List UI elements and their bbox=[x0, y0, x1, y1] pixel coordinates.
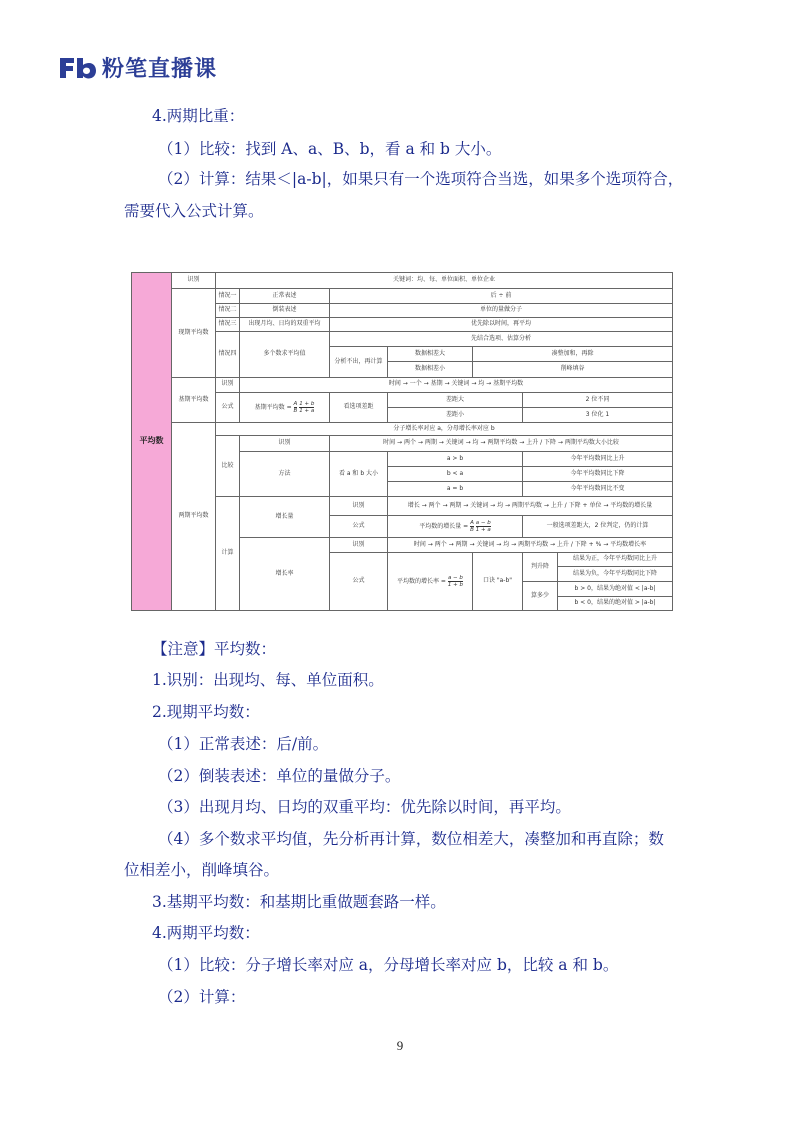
fraction bbox=[299, 401, 314, 414]
table-cell: 今年平均数同比不变 bbox=[523, 482, 673, 497]
table-cell: b < a bbox=[388, 466, 523, 481]
table-cell: 看 a 和 b 大小 bbox=[330, 451, 388, 497]
table-cell: 削峰填谷 bbox=[473, 362, 673, 377]
table-cell: 识别 bbox=[216, 377, 240, 392]
denominator: 1 + a bbox=[299, 408, 315, 415]
numerator: A bbox=[470, 519, 474, 526]
paragraph-line: （1）正常表述：后/前。 bbox=[158, 735, 329, 753]
formula-cell bbox=[388, 553, 473, 611]
table-cell: 情况二 bbox=[216, 303, 240, 317]
table-cell: 分析不出，再计算 bbox=[330, 347, 388, 378]
note-title: 【注意】平均数： bbox=[152, 640, 277, 658]
table-cell: 时间 → 两个 → 两期 → 关键词 → 均 → 两期平均数 → 上升 / 下降 + % → 平均数增长率 bbox=[388, 537, 673, 552]
paragraph-line: 2.现期平均数： bbox=[152, 703, 260, 721]
table-cell: 关键词：均、每、单位面积、单位企业 bbox=[216, 273, 673, 289]
fraction bbox=[476, 520, 491, 533]
table-cell: 判升降 bbox=[523, 553, 558, 582]
table-cell: 增长 → 两个 → 两期 → 关键词 → 均 → 两期平均数 → 上升 / 下降 + 单位 → 平均数的增长量 bbox=[388, 497, 673, 516]
table-cell: 倒装表述 bbox=[240, 303, 330, 317]
paragraph-line: （1）比较：分子增长率对应 a，分母增长率对应 b，比较 a 和 b。 bbox=[158, 956, 619, 974]
table-cell: 出现月均、日均的双重平均 bbox=[240, 317, 330, 331]
table-cell: 正常表述 bbox=[240, 289, 330, 303]
table-cell: 优先除以时间，再平均 bbox=[330, 317, 673, 331]
table-cell: 时间 → 两个 → 两期 → 关键词 → 均 → 两期平均数 → 上升 / 下降 → 两期平均数大小比较 bbox=[330, 436, 673, 451]
denominator: 1 + a bbox=[475, 526, 491, 533]
paragraph-line: （2）计算： bbox=[158, 988, 246, 1006]
group-label: 现期平均数 bbox=[172, 289, 216, 377]
paragraph-line: （2）计算：结果＜|a-b|，如果只有一个选项符合当选，如果多个选项符合， bbox=[158, 170, 684, 188]
table-cell: 今年平均数同比上升 bbox=[523, 451, 673, 466]
table-cell: 3 位化 1 bbox=[523, 408, 673, 423]
formula-cell bbox=[388, 515, 523, 537]
table-cell: 差距大 bbox=[388, 392, 523, 407]
table-cell: 公式 bbox=[216, 392, 240, 423]
page-number: 9 bbox=[396, 1038, 404, 1053]
table-cell: 凑整加和，再除 bbox=[473, 347, 673, 362]
table-cell: 结果为负，今年平均数同比下降 bbox=[558, 567, 673, 582]
formula-text: 平均数的增长量 = bbox=[419, 522, 469, 530]
paragraph-line: 需要代入公式计算。 bbox=[124, 202, 264, 220]
section-heading: 4.两期比重： bbox=[152, 107, 245, 125]
table-cell: 后 ÷ 前 bbox=[330, 289, 673, 303]
table-cell: 比较 bbox=[216, 436, 240, 497]
numerator: a − b bbox=[475, 519, 491, 526]
row-label: 识别 bbox=[172, 273, 216, 289]
table-cell: 情况一 bbox=[216, 289, 240, 303]
table-cell: 结果为正，今年平均数同比上升 bbox=[558, 553, 673, 567]
formula-cell bbox=[240, 392, 330, 423]
summary-table bbox=[131, 272, 672, 611]
paragraph-line: （4）多个数求平均值，先分析再计算，数位相差大，凑整加和再直除；数 bbox=[158, 830, 664, 848]
fb-logo-icon bbox=[58, 54, 98, 80]
table-cell: 识别 bbox=[330, 497, 388, 516]
denominator: B bbox=[293, 408, 298, 415]
paragraph-line: 1.识别：出现均、每、单位面积。 bbox=[152, 671, 384, 689]
topic-cell: 平均数 bbox=[132, 273, 172, 611]
table-cell: a > b bbox=[388, 451, 523, 466]
group-label: 基期平均数 bbox=[172, 377, 216, 423]
table-cell: 一般选项差距大，2 位判定，仍的计算 bbox=[523, 515, 673, 537]
fraction bbox=[448, 575, 463, 588]
formula-text: 平均数的增长率 = bbox=[397, 578, 446, 585]
paragraph-line: （2）倒装表述：单位的量做分子。 bbox=[158, 767, 401, 785]
brand-name: 粉笔直播课 bbox=[102, 56, 218, 82]
table-cell: b < 0，结果的绝对值 > |a-b| bbox=[558, 596, 673, 610]
table-cell: 今年平均数同比下降 bbox=[523, 466, 673, 481]
table-cell: 时间 → 一个 → 基期 → 关键词 → 均 → 基期平均数 bbox=[240, 377, 673, 392]
table-cell: 增长量 bbox=[240, 497, 330, 537]
table-cell: 公式 bbox=[330, 553, 388, 611]
table-cell: 数据相差大 bbox=[388, 347, 473, 362]
table-cell: 识别 bbox=[240, 436, 330, 451]
fraction bbox=[294, 401, 298, 414]
brand-logo bbox=[58, 52, 217, 82]
numerator: A bbox=[293, 401, 298, 408]
table-cell: 情况四 bbox=[216, 331, 240, 377]
paragraph-line: 3.基期平均数：和基期比重做题套路一样。 bbox=[152, 893, 446, 911]
table-cell: 计算 bbox=[216, 497, 240, 611]
table-cell: 算多少 bbox=[523, 582, 558, 611]
table-cell: a = b bbox=[388, 482, 523, 497]
table-cell: 增长率 bbox=[240, 537, 330, 610]
table-cell: 情况三 bbox=[216, 317, 240, 331]
table-cell: 单位的量做分子 bbox=[330, 303, 673, 317]
table-cell: 差距小 bbox=[388, 408, 523, 423]
table-cell: b > 0，结果为绝对值 < |a-b| bbox=[558, 582, 673, 596]
table-cell: 方法 bbox=[240, 451, 330, 497]
table-cell: 多个数求平均值 bbox=[240, 331, 330, 377]
table-cell: 数据相差小 bbox=[388, 362, 473, 377]
numerator: 1 + b bbox=[299, 401, 315, 408]
paragraph-line: （1）比较：找到 A、a、B、b，看 a 和 b 大小。 bbox=[158, 140, 502, 158]
fraction bbox=[470, 520, 474, 533]
table-cell: 看选项差距 bbox=[330, 392, 388, 423]
paragraph-line: 4.两期平均数： bbox=[152, 924, 260, 942]
group-label: 两期平均数 bbox=[172, 423, 216, 611]
denominator: B bbox=[470, 526, 474, 533]
table-cell: 2 位不同 bbox=[523, 392, 673, 407]
table-cell: 识别 bbox=[330, 537, 388, 552]
table-cell: 公式 bbox=[330, 515, 388, 537]
formula-text: 基期平均数 = bbox=[254, 404, 292, 412]
table-cell: 分子增长率对应 a，分母增长率对应 b bbox=[216, 423, 673, 436]
paragraph-line: 位相差小，削峰填谷。 bbox=[124, 861, 280, 879]
paragraph-line: （3）出现月均、日均的双重平均：优先除以时间，再平均。 bbox=[158, 798, 571, 816]
table-cell: 先结合选项、估算分析 bbox=[330, 331, 673, 346]
denominator: 1 + b bbox=[447, 582, 463, 588]
table-cell: 口诀 "a-b" bbox=[473, 553, 523, 611]
numerator: a − b bbox=[447, 574, 463, 581]
